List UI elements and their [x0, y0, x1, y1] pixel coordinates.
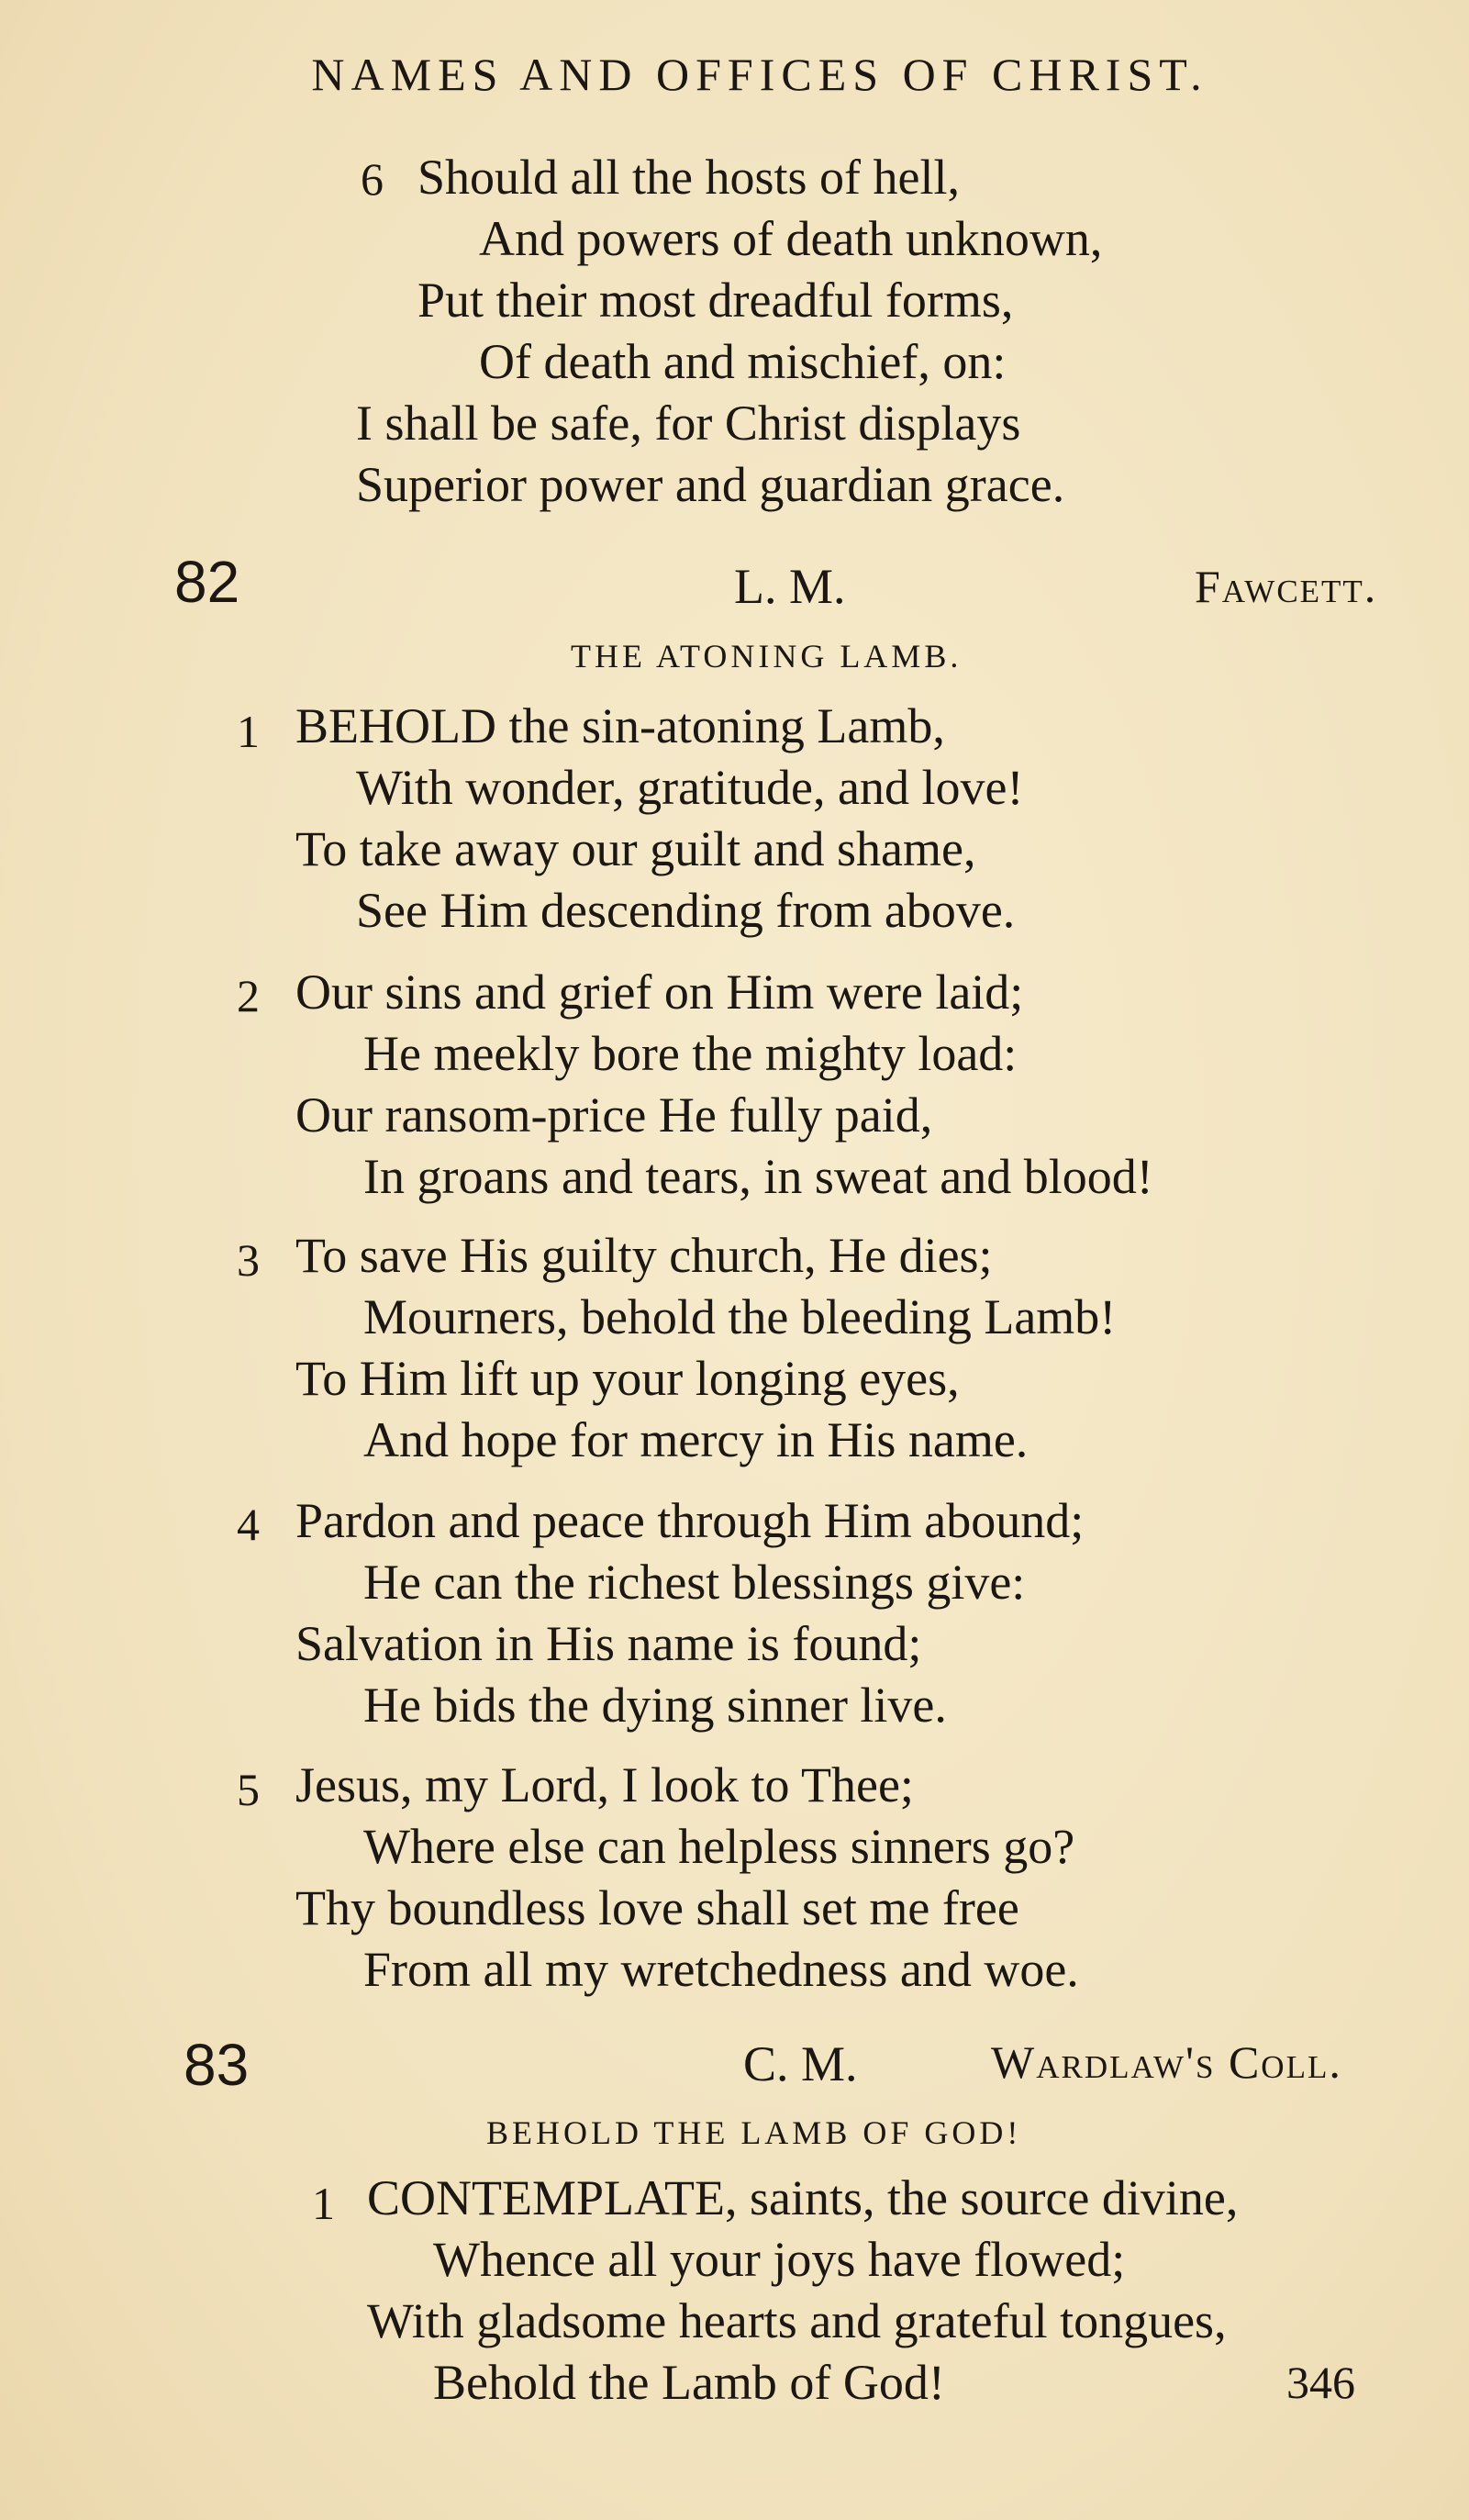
verse-line: Thy boundless love shall set me free: [295, 1880, 1019, 1935]
verse-line: Our sins and grief on Him were laid;: [295, 965, 1024, 1020]
verse-line: He bids the dying sinner live.: [363, 1678, 947, 1733]
hymn-number: 82: [174, 549, 240, 615]
verse-line: To Him lift up your longing eyes,: [295, 1351, 960, 1406]
verse-line: Where else can helpless sinners go?: [363, 1819, 1075, 1874]
verse-number: 5: [237, 1764, 260, 1815]
verse-line: Superior power and guardian grace.: [356, 457, 1065, 512]
verse-line: Salvation in His name is found;: [295, 1616, 922, 1671]
verse-line: Of death and mischief, on:: [479, 334, 1007, 389]
verse-number: 6: [361, 153, 384, 205]
page-number: 346: [1286, 2357, 1355, 2408]
verse-line: And powers of death unknown,: [479, 211, 1103, 266]
running-head: NAMES AND OFFICES OF CHRIST.: [311, 49, 1208, 100]
verse-line: He can the richest blessings give:: [363, 1555, 1026, 1610]
verse-line: In groans and tears, in sweat and blood!: [363, 1149, 1153, 1204]
verse-line: To take away our guilt and shame,: [295, 821, 976, 876]
verse-line: Put their most dreadful forms,: [417, 273, 1014, 328]
verse-line: He meekly bore the mighty load:: [363, 1026, 1018, 1081]
verse-number: 3: [237, 1234, 260, 1286]
verse-line: With gladsome hearts and grateful tongues,: [367, 2293, 1227, 2348]
verse-number: 4: [237, 1499, 260, 1550]
verse-line: CONTEMPLATE, saints, the source divine,: [367, 2170, 1239, 2225]
verse-line: I shall be safe, for Christ displays: [356, 396, 1021, 451]
verse-line: Behold the Lamb of God!: [433, 2355, 945, 2410]
verse-line: To save His guilty church, He dies;: [295, 1228, 993, 1283]
verse-line: And hope for mercy in His name.: [363, 1412, 1029, 1467]
verse-line: Should all the hosts of hell,: [417, 150, 960, 205]
verse-line: Whence all your joys have flowed;: [433, 2232, 1126, 2287]
hymn-meter: L. M.: [734, 559, 846, 614]
hymn-meter: C. M.: [743, 2036, 858, 2091]
verse-line: Our ransom-price He fully paid,: [295, 1087, 933, 1143]
verse-line: Mourners, behold the bleeding Lamb!: [363, 1289, 1117, 1344]
verse-line: Jesus, my Lord, I look to Thee;: [295, 1757, 914, 1812]
hymn-subtitle: THE ATONING LAMB.: [571, 638, 963, 675]
verse-number: 1: [312, 2178, 335, 2229]
verse-line: See Him descending from above.: [356, 883, 1016, 938]
verse-line: From all my wretchedness and woe.: [363, 1942, 1079, 1997]
verse-line: BEHOLD the sin-atoning Lamb,: [295, 698, 945, 753]
hymn-author: Wardlaw's Coll.: [991, 2036, 1342, 2088]
verse-line: With wonder, gratitude, and love!: [356, 760, 1024, 815]
hymn-number: 83: [184, 2032, 250, 2098]
hymn-author: Fawcett.: [1195, 561, 1378, 612]
verse-number: 1: [237, 706, 260, 757]
hymn-subtitle: BEHOLD THE LAMB OF GOD!: [486, 2114, 1022, 2151]
verse-line: Pardon and peace through Him abound;: [295, 1493, 1085, 1548]
verse-number: 2: [237, 970, 260, 1021]
